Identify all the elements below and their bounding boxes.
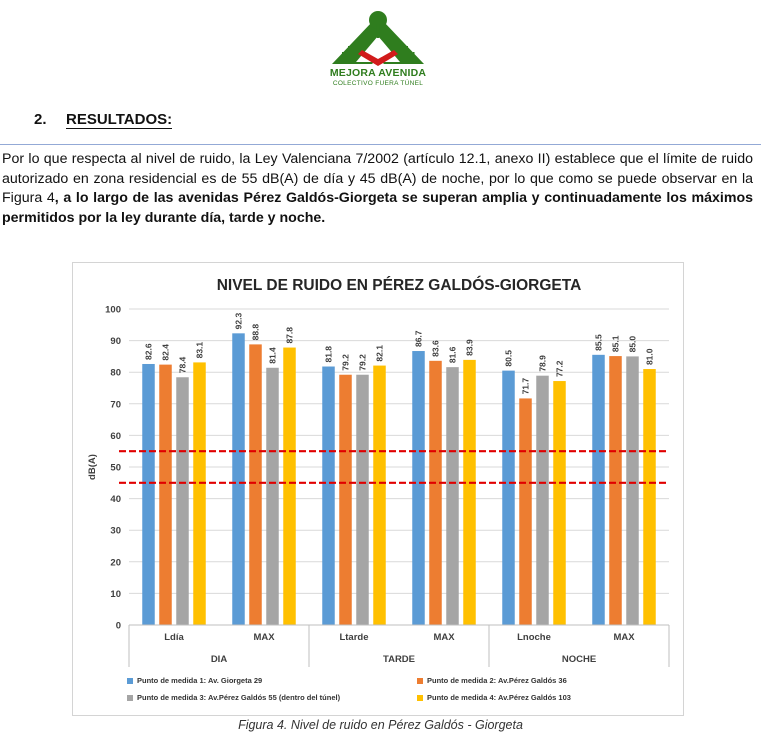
bar-value-label: 92.3 [233, 312, 244, 330]
noise-chart-svg [73, 263, 683, 715]
bar [356, 375, 369, 625]
bar-value-label: 78.4 [177, 356, 188, 374]
paragraph-bold-text: , a lo largo de las avenidas Pérez Galdós-Giorgeta se superan amplia y continuadamente los máximos permitidos por la ley durante día, tarde y noche. [2, 190, 753, 226]
bar-value-label: 78.9 [537, 355, 548, 372]
legend-item [127, 693, 340, 702]
bar [266, 368, 279, 625]
bar-value-label: 85.1 [610, 335, 621, 353]
bar-value-label: 82.4 [160, 344, 171, 361]
legend-swatch [127, 695, 133, 701]
noise-chart [72, 262, 684, 716]
bar [373, 366, 386, 625]
y-tick-label: 100 [105, 304, 121, 316]
section-divider [0, 144, 761, 145]
bar-value-label: 80.5 [503, 350, 514, 367]
chart-title: NIVEL DE RUIDO EN PÉREZ GALDÓS-GIORGETA [216, 277, 582, 294]
bar [193, 362, 206, 625]
y-tick-label: 70 [110, 399, 121, 411]
y-tick-label: 30 [110, 525, 121, 537]
y-tick-label: 40 [110, 494, 121, 506]
legend-swatch [417, 678, 423, 684]
bar [609, 356, 622, 625]
bar-value-label: 86.7 [413, 330, 424, 348]
y-tick-label: 50 [110, 462, 121, 474]
bar-value-label: 81.0 [644, 348, 655, 366]
bar [283, 348, 296, 625]
x-group-label: TARDE [382, 654, 416, 665]
x-tick-label: Ltarde [339, 632, 369, 643]
bar [249, 344, 262, 625]
x-tick-label: Lnoche [517, 632, 551, 643]
x-tick-label: Ldía [164, 632, 184, 643]
logo-name: MEJORA AVENIDA [329, 67, 427, 79]
bar-value-label: 79.2 [340, 354, 351, 371]
x-tick-label: MAX [613, 632, 635, 643]
bar [643, 369, 656, 625]
x-tick-label: MAX [253, 632, 275, 643]
bar [142, 364, 155, 625]
legend-item [127, 676, 262, 685]
figure-caption: Figura 4. Nivel de ruido en Pérez Galdós - Giorgeta [238, 718, 523, 732]
y-axis-label: dB(A) [87, 454, 98, 480]
y-tick-label: 60 [110, 430, 121, 442]
y-tick-label: 20 [110, 557, 121, 569]
results-paragraph [2, 150, 753, 228]
bar-value-label: 81.4 [267, 347, 278, 364]
bar [536, 376, 549, 625]
bar [519, 398, 532, 625]
bar [232, 333, 245, 625]
bar-value-label: 83.6 [430, 340, 441, 357]
y-tick-label: 10 [110, 588, 121, 600]
bar-value-label: 85.0 [627, 335, 638, 353]
bar [176, 377, 189, 625]
bar [412, 351, 425, 625]
bar [446, 367, 459, 625]
legend-label: Punto de medida 3: Av.Pérez Galdós 55 (dentro del túnel) [137, 693, 341, 702]
bar-value-label: 81.8 [323, 345, 334, 363]
section-heading [34, 111, 172, 128]
x-group-label: DIA [210, 654, 228, 665]
x-group-label: NOCHE [561, 654, 597, 665]
bar [626, 356, 639, 625]
section-number: 2. [34, 111, 47, 128]
bar [429, 361, 442, 625]
bar-value-label: 87.8 [284, 327, 295, 344]
bar-value-label: 85.5 [593, 334, 604, 351]
y-tick-label: 90 [110, 336, 121, 348]
y-tick-label: 0 [115, 620, 121, 632]
bar [159, 365, 172, 625]
legend-label: Punto de medida 2: Av.Pérez Galdós 36 [427, 676, 567, 685]
bar-value-label: 71.7 [520, 377, 531, 395]
bar [322, 367, 335, 625]
legend-swatch [127, 678, 133, 684]
y-tick-label: 80 [110, 367, 121, 379]
legend-swatch [417, 695, 423, 701]
bar-value-label: 81.6 [447, 346, 458, 364]
legend-item [417, 676, 567, 685]
section-title: RESULTADOS: [66, 111, 173, 128]
bar-value-label: 77.2 [554, 360, 565, 378]
bar-value-label: 82.1 [374, 345, 385, 362]
logo-subtitle: COLECTIVO FUERA TÚNEL [332, 80, 424, 87]
bar [592, 355, 605, 625]
x-tick-label: MAX [433, 632, 455, 643]
bar [339, 375, 352, 625]
bar-value-label: 88.8 [250, 323, 261, 341]
bar [502, 371, 515, 625]
bar-value-label: 82.6 [143, 343, 154, 360]
legend-label: Punto de medida 4: Av.Pérez Galdós 103 [427, 693, 571, 702]
chart-legend [72, 671, 682, 711]
bar-value-label: 83.9 [464, 339, 475, 356]
bar-value-label: 79.2 [357, 354, 368, 371]
legend-label: Punto de medida 1: Av. Giorgeta 29 [137, 676, 263, 685]
bar-value-label: 83.1 [194, 341, 205, 359]
bar [463, 360, 476, 625]
legend-item [417, 693, 571, 702]
paragraph-text: Por lo que respecta al nivel de ruido, la Ley Valenciana 7/2002 (artículo 12.1, anexo II) establece que el límite de ruido autorizado en zona residencial es de 55 dB(A) de día y 45 dB(A) de noche, por lo que como se puede observar en la Figura 4 [2, 151, 753, 206]
bar [553, 381, 566, 625]
